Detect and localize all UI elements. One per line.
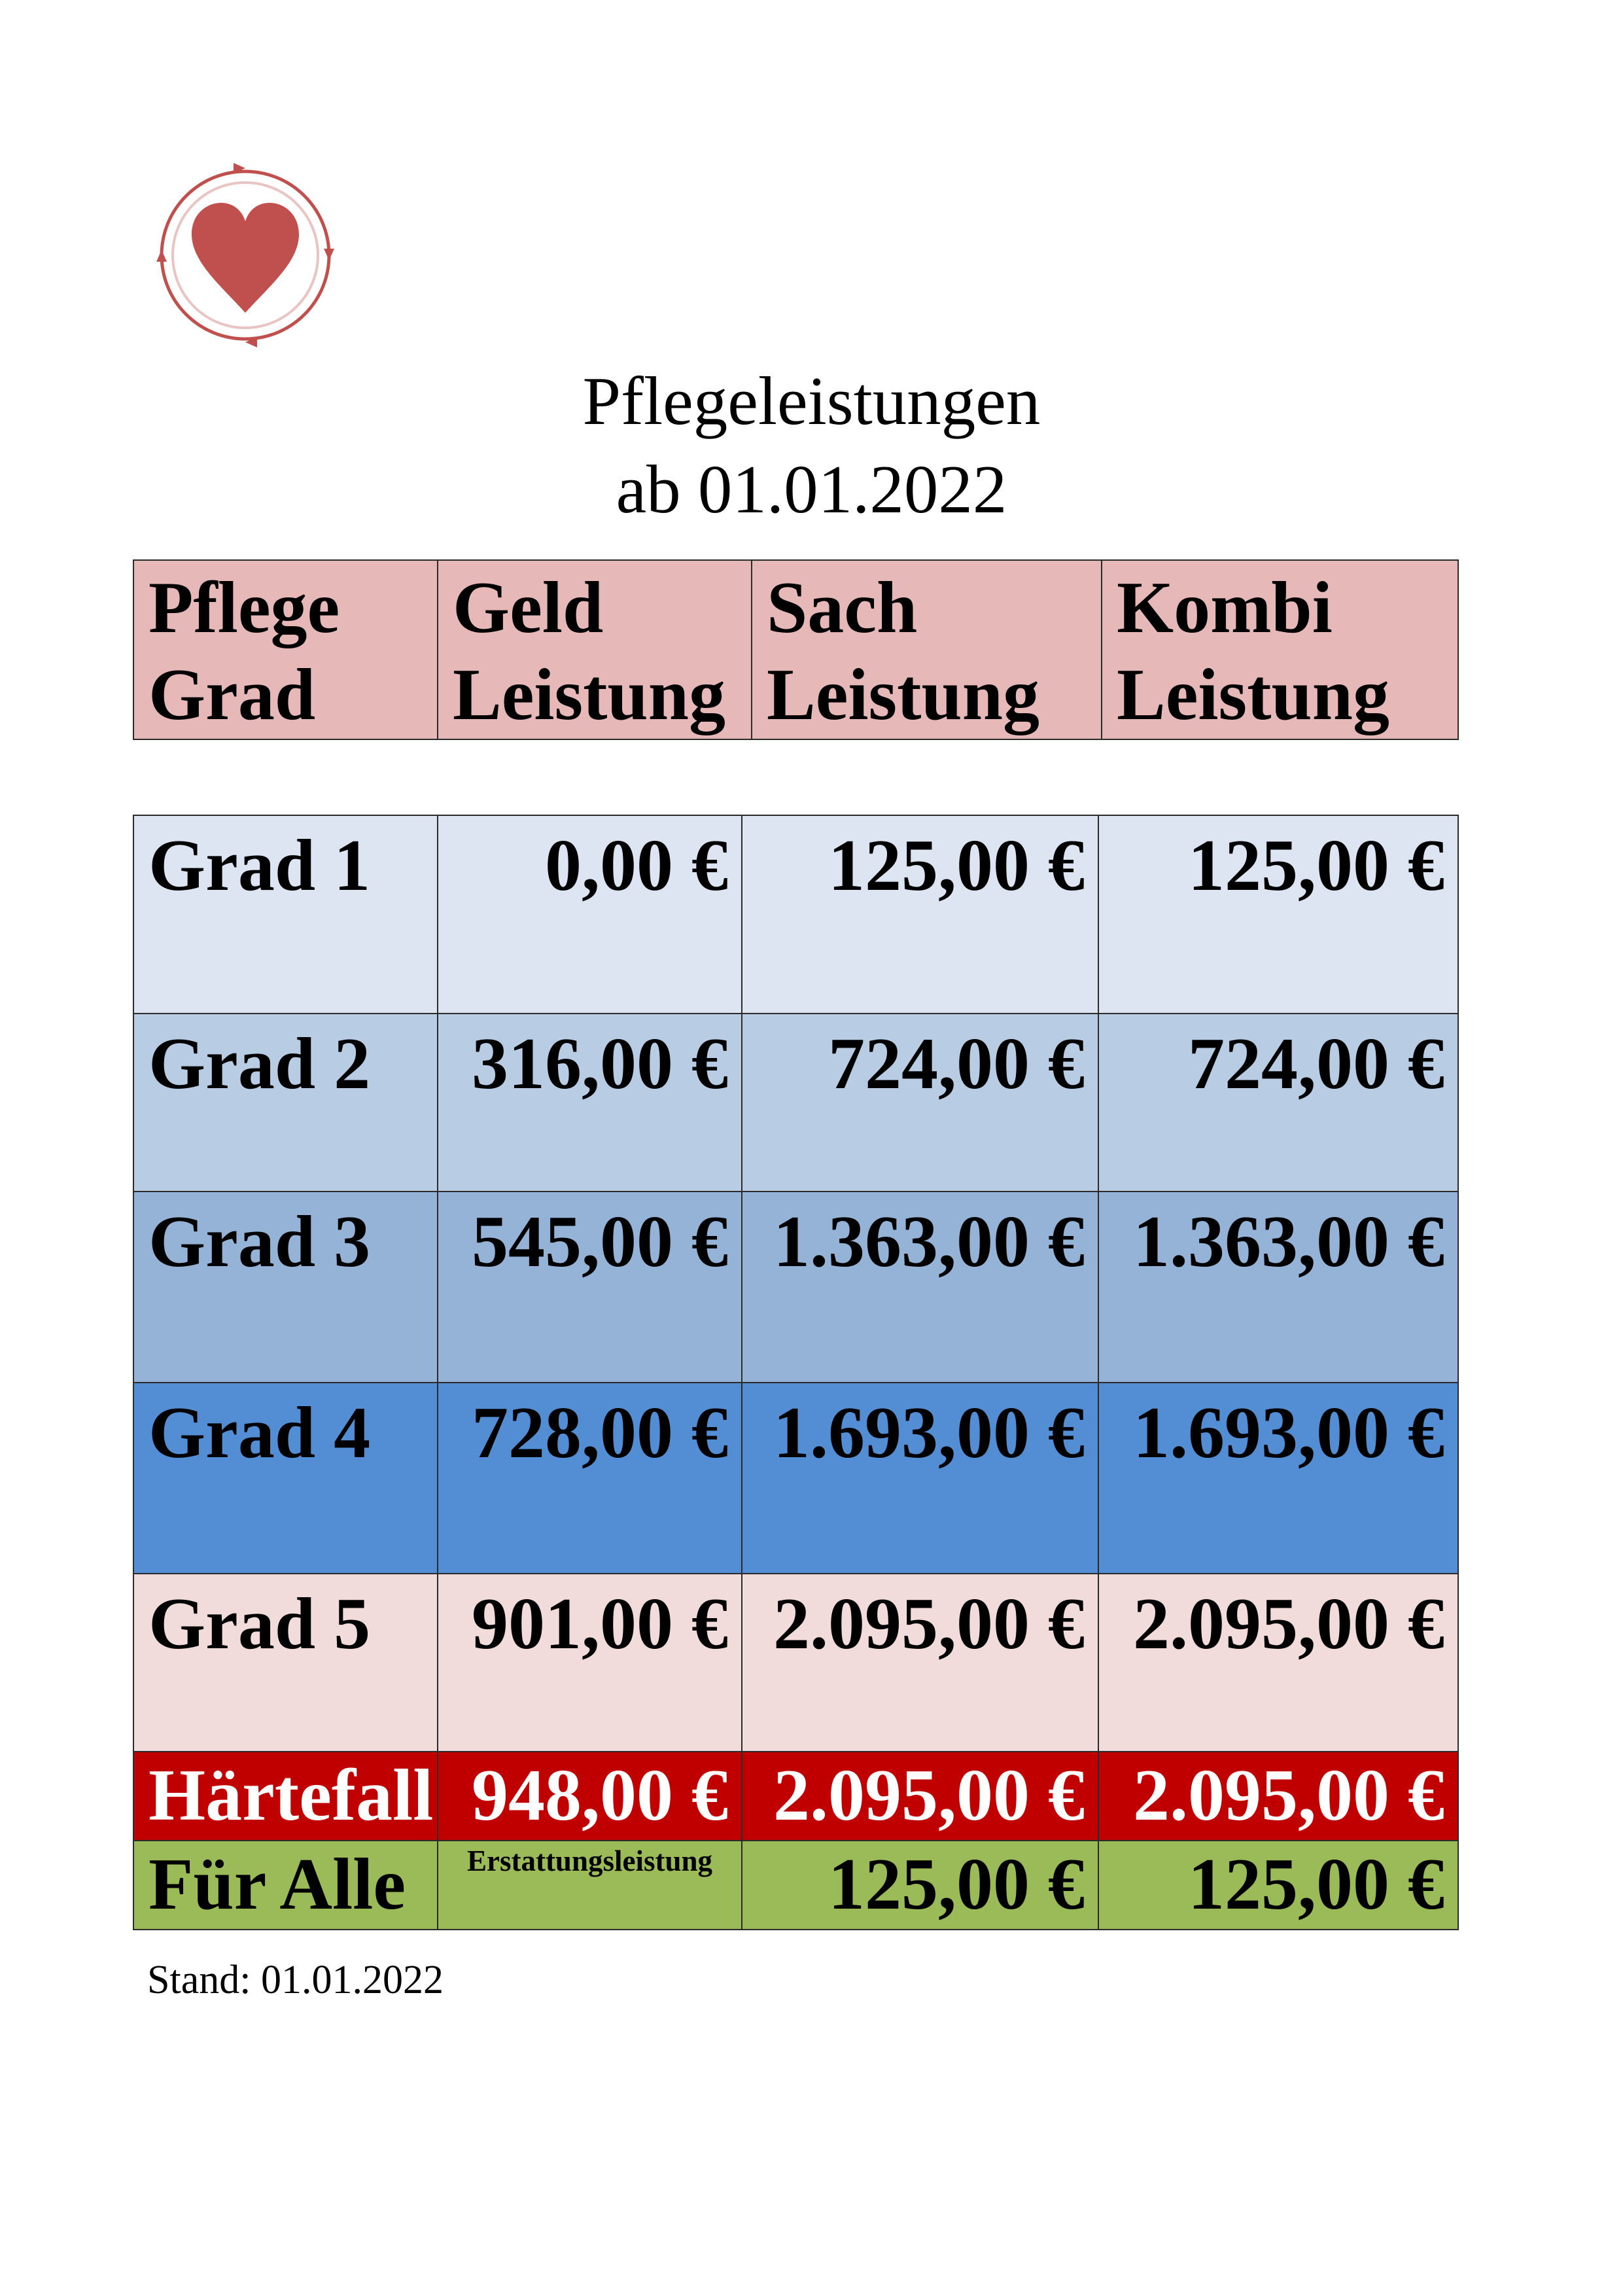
cell-sach: 125,00 € xyxy=(742,815,1098,1014)
row-label: Grad 4 xyxy=(133,1383,438,1574)
cell-sach: 2.095,00 € xyxy=(742,1752,1098,1841)
page-title: Pflegeleistungen xyxy=(582,362,1041,439)
header-kombileistung: Kombi Leistung xyxy=(1102,560,1458,739)
header-pflegegrad: Pflege Grad xyxy=(133,560,438,739)
row-label: Grad 5 xyxy=(133,1574,438,1752)
benefits-table xyxy=(133,815,1459,1930)
row-label: Härtefall xyxy=(133,1752,438,1841)
table-row-fuer-alle xyxy=(133,1841,1458,1930)
table-row xyxy=(133,1192,1458,1383)
cell-kombi: 1.363,00 € xyxy=(1098,1192,1458,1383)
table-row xyxy=(133,1383,1458,1574)
cell-sach: 2.095,00 € xyxy=(742,1574,1098,1752)
cell-geld: 316,00 € xyxy=(438,1014,742,1192)
header-table xyxy=(133,559,1459,740)
header-sachleistung: Sach Leistung xyxy=(752,560,1102,739)
heart-circle-logo xyxy=(147,157,343,353)
cell-kombi: 1.693,00 € xyxy=(1098,1383,1458,1574)
cell-sach: 1.693,00 € xyxy=(742,1383,1098,1574)
row-label: Für Alle xyxy=(133,1841,438,1930)
cell-kombi: 125,00 € xyxy=(1098,1841,1458,1930)
cell-kombi: 724,00 € xyxy=(1098,1014,1458,1192)
cell-kombi: 2.095,00 € xyxy=(1098,1752,1458,1841)
cell-kombi: 2.095,00 € xyxy=(1098,1574,1458,1752)
cell-geld: 545,00 € xyxy=(438,1192,742,1383)
row-label: Grad 3 xyxy=(133,1192,438,1383)
cell-geld: 728,00 € xyxy=(438,1383,742,1574)
row-label: Grad 2 xyxy=(133,1014,438,1192)
cell-sach: 724,00 € xyxy=(742,1014,1098,1192)
cell-erstattungsleistung: Erstattungsleistung xyxy=(438,1841,742,1930)
cell-geld: 901,00 € xyxy=(438,1574,742,1752)
header-geldleistung: Geld Leistung xyxy=(438,560,752,739)
table-row xyxy=(133,1014,1458,1192)
page-subtitle-date: ab 01.01.2022 xyxy=(616,451,1007,527)
row-label: Grad 1 xyxy=(133,815,438,1014)
table-row-haertefall xyxy=(133,1752,1458,1841)
table-row xyxy=(133,815,1458,1014)
cell-sach: 1.363,00 € xyxy=(742,1192,1098,1383)
cell-geld: 948,00 € xyxy=(438,1752,742,1841)
stand-date: Stand: 01.01.2022 xyxy=(147,1958,444,2002)
table-row xyxy=(133,1574,1458,1752)
cell-kombi: 125,00 € xyxy=(1098,815,1458,1014)
cell-geld: 0,00 € xyxy=(438,815,742,1014)
cell-sach: 125,00 € xyxy=(742,1841,1098,1930)
header-row xyxy=(133,560,1458,739)
